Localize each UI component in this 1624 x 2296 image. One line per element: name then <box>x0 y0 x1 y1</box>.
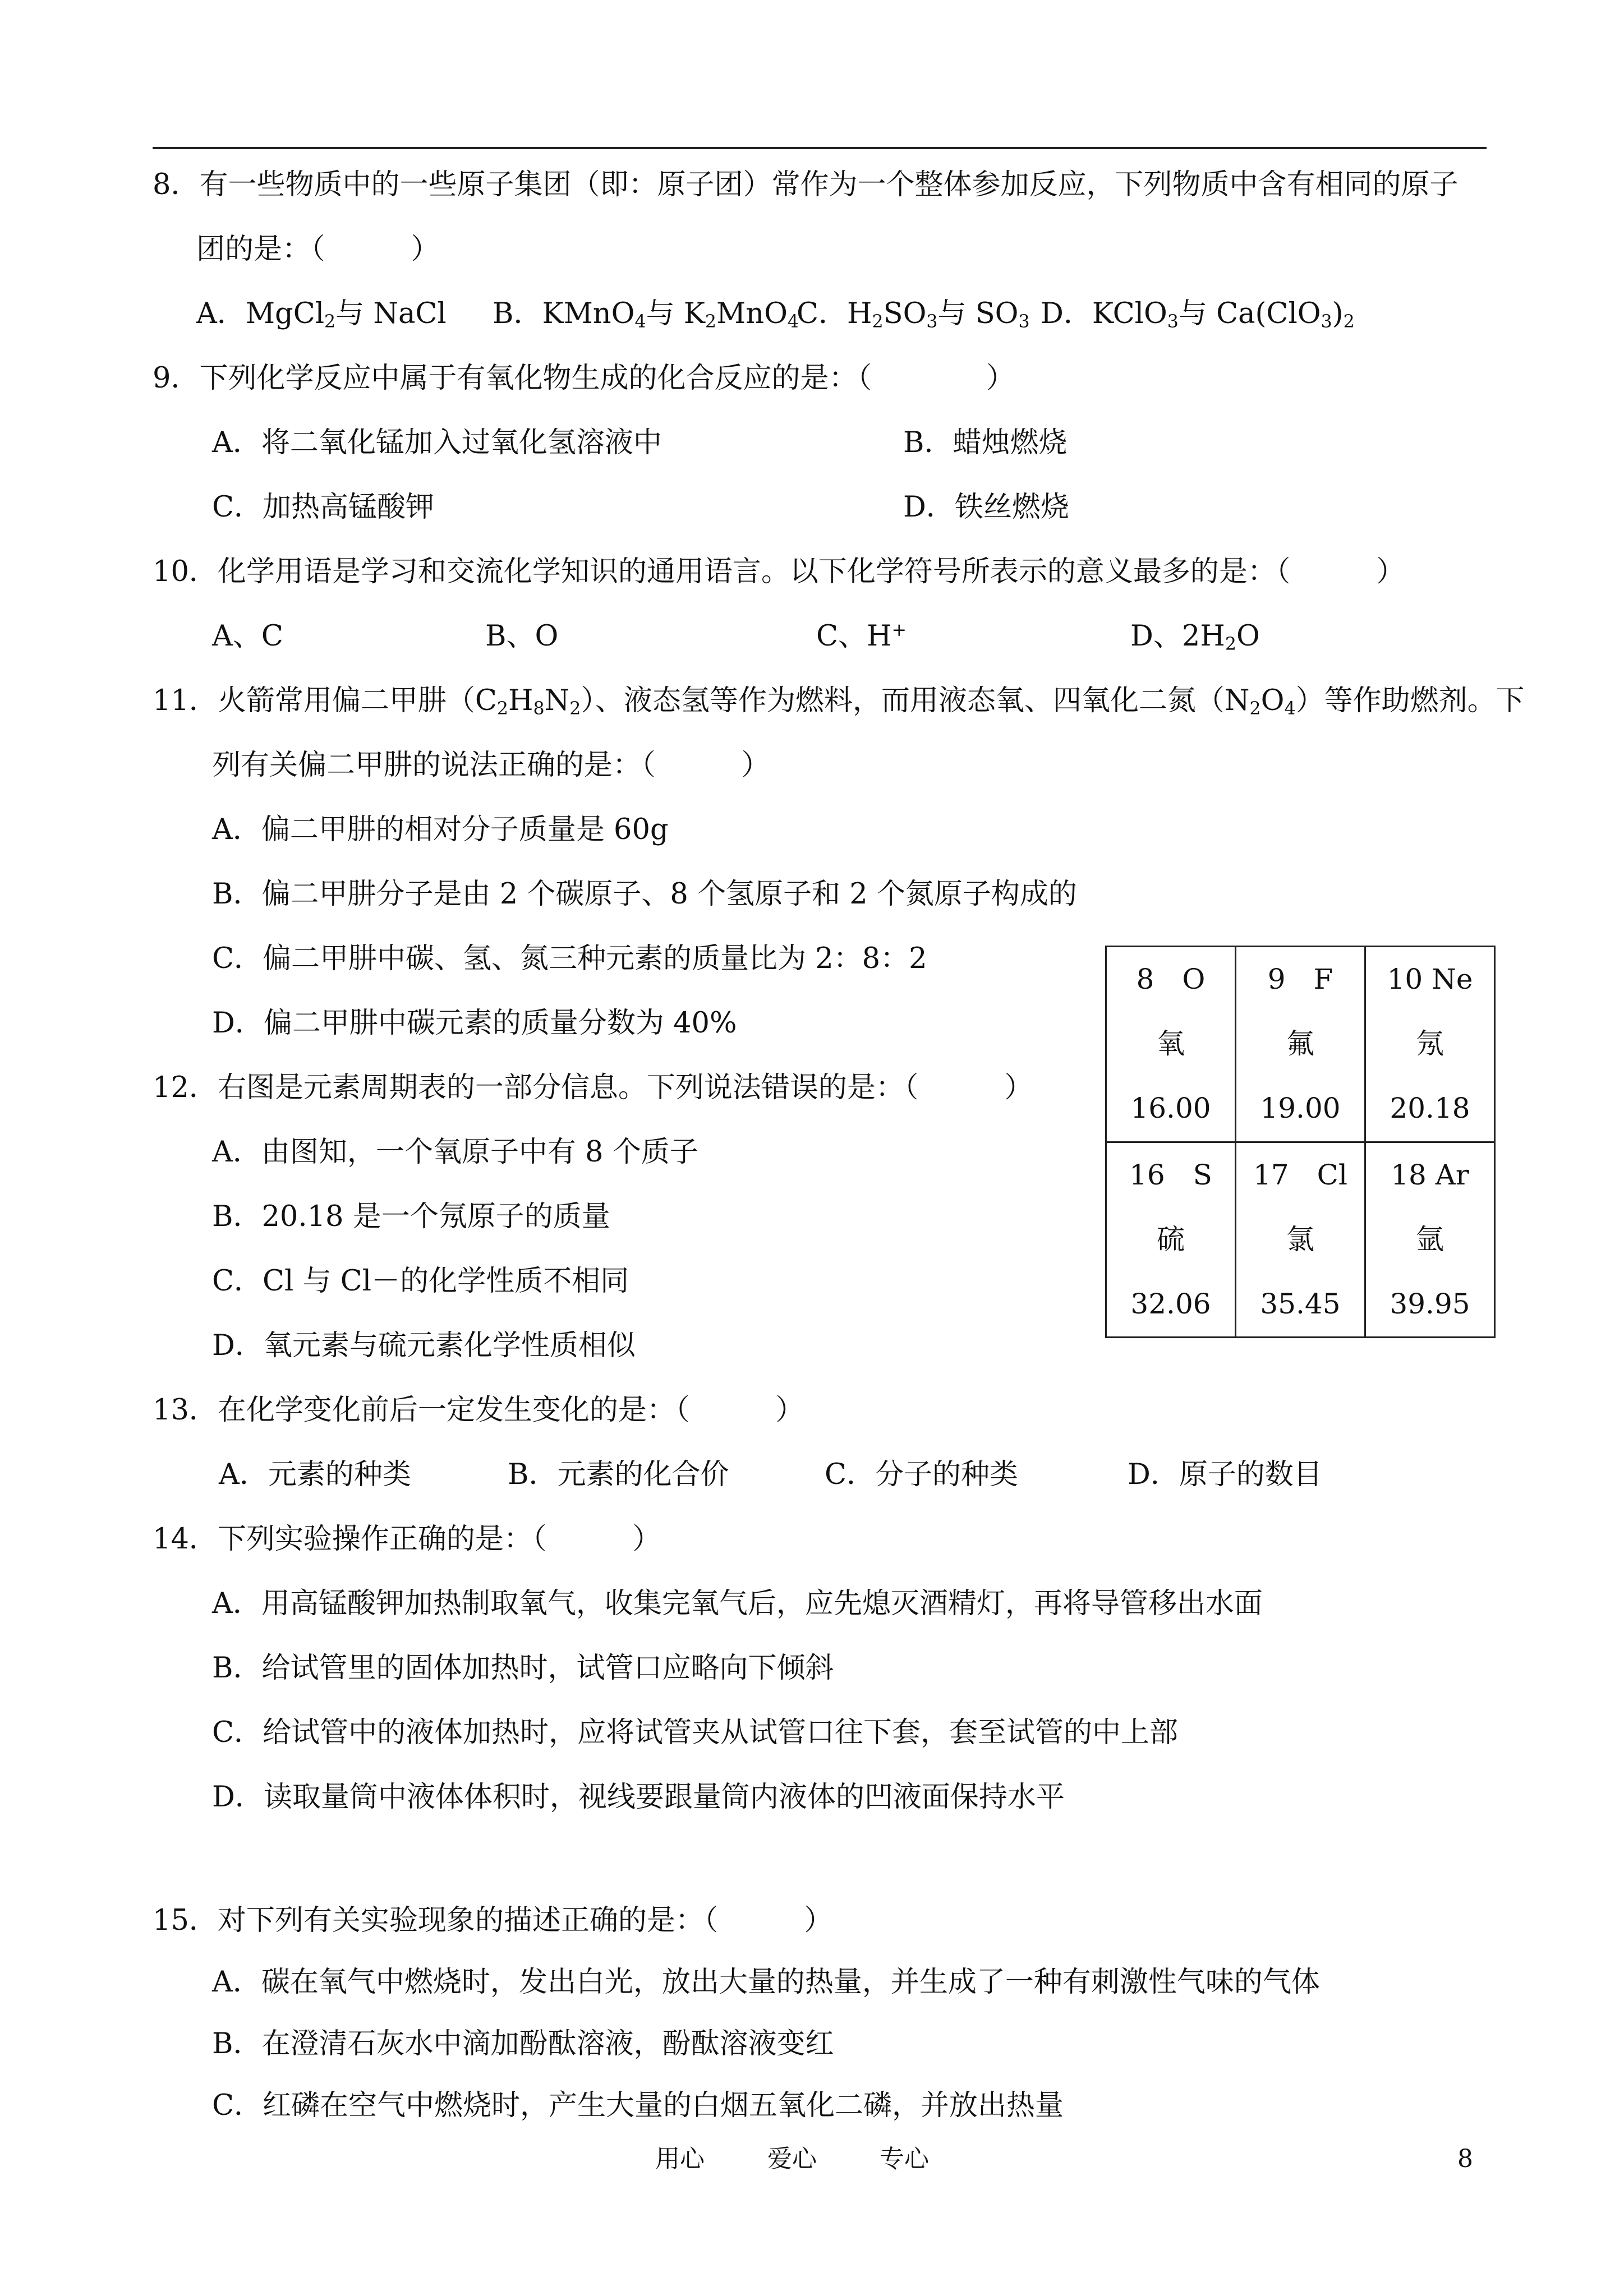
page-number: 8 <box>1457 2145 1473 2173</box>
element-name: 氖 <box>1416 1027 1444 1061</box>
q14-option-d: D．读取量筒中液体体积时，视线要跟量筒内液体的凹液面保持水平 <box>212 1781 1065 1814</box>
q15-option-c: C．红磷在空气中燃烧时，产生大量的白烟五氧化二磷，并放出热量 <box>212 2089 1064 2122</box>
q12-option-b: B．20.18 是一个氖原子的质量 <box>212 1200 610 1233</box>
element-cell-chlorine <box>1236 1142 1365 1338</box>
footer-motto-1: 用心 <box>655 2145 705 2173</box>
q9-option-a: A．将二氧化锰加入过氧化氢溶液中 <box>212 426 662 459</box>
q9-option-c: C．加热高锰酸钾 <box>212 491 435 524</box>
element-number-symbol: 10 Ne <box>1387 963 1473 996</box>
element-number-symbol: 16 S <box>1129 1158 1212 1191</box>
q13-option-d: D．原子的数目 <box>1128 1458 1322 1491</box>
q14-stem: 14．下列实验操作正确的是：（ ） <box>153 1523 661 1556</box>
q11-stem-line1: 11．火箭常用偏二甲肼$(C_2H_8N_2)$、液态氢等作为燃料，而用液态氧、四氧化二氮$(N_2O_4)$等作助燃剂。下 <box>153 684 1525 719</box>
q10-option-d: D、$2H_2O$ <box>1130 620 1260 654</box>
element-cell-fluorine <box>1236 947 1365 1142</box>
element-cell-argon <box>1365 1142 1495 1338</box>
element-number-symbol: 9 F <box>1267 963 1333 996</box>
element-mass: 35.45 <box>1260 1287 1341 1320</box>
q10-stem: 10．化学用语是学习和交流化学知识的通用语言。以下化学符号所表示的意义最多的是：（ ） <box>153 555 1405 588</box>
q8-stem-line1: 8．有一些物质中的一些原子集团（即：原子团）常作为一个整体参加反应，下列物质中含有相同的原子 <box>153 168 1459 201</box>
q10-option-b: B、O <box>485 620 559 653</box>
q8-stem-line2: 团的是：（ ） <box>196 233 440 266</box>
q8-option-b: B．KMnO$_4$与 $K_2MnO_4$ <box>493 297 799 332</box>
q13-option-b: B．元素的化合价 <box>508 1458 729 1491</box>
q11-stem-line2: 列有关偏二甲肼的说法正确的是：（ ） <box>212 749 770 782</box>
q13-option-c: C．分子的种类 <box>825 1458 1019 1491</box>
q8-option-c: C．$H_2SO_3$与 $SO_3$ <box>797 297 1030 332</box>
element-name: 氯 <box>1286 1223 1314 1256</box>
element-name: 氟 <box>1286 1027 1314 1061</box>
element-name: 氩 <box>1416 1223 1444 1256</box>
element-number-symbol: 17 Cl <box>1253 1158 1347 1191</box>
q13-stem: 13．在化学变化前后一定发生变化的是：（ ） <box>153 1394 804 1427</box>
periodic-table-excerpt <box>1105 946 1496 1338</box>
q9-option-d: D．铁丝燃烧 <box>903 491 1069 524</box>
element-cell-sulfur <box>1106 1142 1236 1338</box>
q14-option-a: A．用高锰酸钾加热制取氧气，收集完氧气后，应先熄灭酒精灯，再将导管移出水面 <box>212 1587 1263 1620</box>
q11-option-c: C．偏二甲肼中碳、氢、氮三种元素的质量比为 2：8：2 <box>212 942 927 975</box>
element-number-symbol: 8 O <box>1136 963 1206 996</box>
q15-stem: 15．对下列有关实验现象的描述正确的是：（ ） <box>153 1904 833 1937</box>
element-mass: 19.00 <box>1260 1092 1341 1125</box>
q11-option-d: D．偏二甲肼中碳元素的质量分数为 40% <box>212 1007 737 1040</box>
q12-option-a: A．由图知，一个氧原子中有 8 个质子 <box>212 1136 698 1169</box>
q9-option-b: B．蜡烛燃烧 <box>903 426 1068 459</box>
footer-motto-3: 专心 <box>880 2145 929 2173</box>
q11-option-b: B．偏二甲肼分子是由 2 个碳原子、8 个氢原子和 2 个氮原子构成的 <box>212 878 1077 911</box>
q13-option-a: A．元素的种类 <box>219 1458 411 1491</box>
q15-option-b: B．在澄清石灰水中滴加酚酞溶液，酚酞溶液变红 <box>212 2027 834 2060</box>
header-rule <box>153 147 1487 149</box>
q10-option-a: A、C <box>212 620 283 653</box>
q14-option-c: C．给试管中的液体加热时，应将试管夹从试管口往下套，套至试管的中上部 <box>212 1716 1179 1749</box>
element-mass: 39.95 <box>1390 1287 1470 1320</box>
element-name: 硫 <box>1157 1223 1185 1256</box>
element-mass: 16.00 <box>1130 1092 1211 1125</box>
element-number-symbol: 18 Ar <box>1391 1158 1469 1191</box>
element-name: 氧 <box>1157 1027 1185 1061</box>
q8-option-a: A．MgCl$_2$与 NaCl <box>196 297 447 332</box>
footer-motto-2: 爱心 <box>767 2145 817 2173</box>
q12-option-c: C．Cl 与 Cl－的化学性质不相同 <box>212 1265 629 1298</box>
element-mass: 20.18 <box>1390 1092 1470 1125</box>
q9-stem: 9．下列化学反应中属于有氧化物生成的化合反应的是：（ ） <box>153 362 1015 395</box>
q15-option-a: A．碳在氧气中燃烧时，发出白光，放出大量的热量，并生成了一种有刺激性气味的气体 <box>212 1966 1320 1999</box>
element-mass: 32.06 <box>1130 1287 1211 1320</box>
q14-option-b: B．给试管里的固体加热时，试管口应略向下倾斜 <box>212 1652 834 1685</box>
q10-option-c: C、H+ <box>816 620 907 653</box>
element-cell-oxygen <box>1106 947 1236 1142</box>
q12-option-d: D．氧元素与硫元素化学性质相似 <box>212 1329 636 1362</box>
q8-option-d: D．KClO$_3$与 $Ca(ClO_3)_2$ <box>1041 297 1355 332</box>
element-cell-neon <box>1365 947 1495 1142</box>
q11-option-a: A．偏二甲肼的相对分子质量是 60g <box>212 813 669 846</box>
q12-stem: 12．右图是元素周期表的一部分信息。下列说法错误的是：（ ） <box>153 1071 1033 1104</box>
